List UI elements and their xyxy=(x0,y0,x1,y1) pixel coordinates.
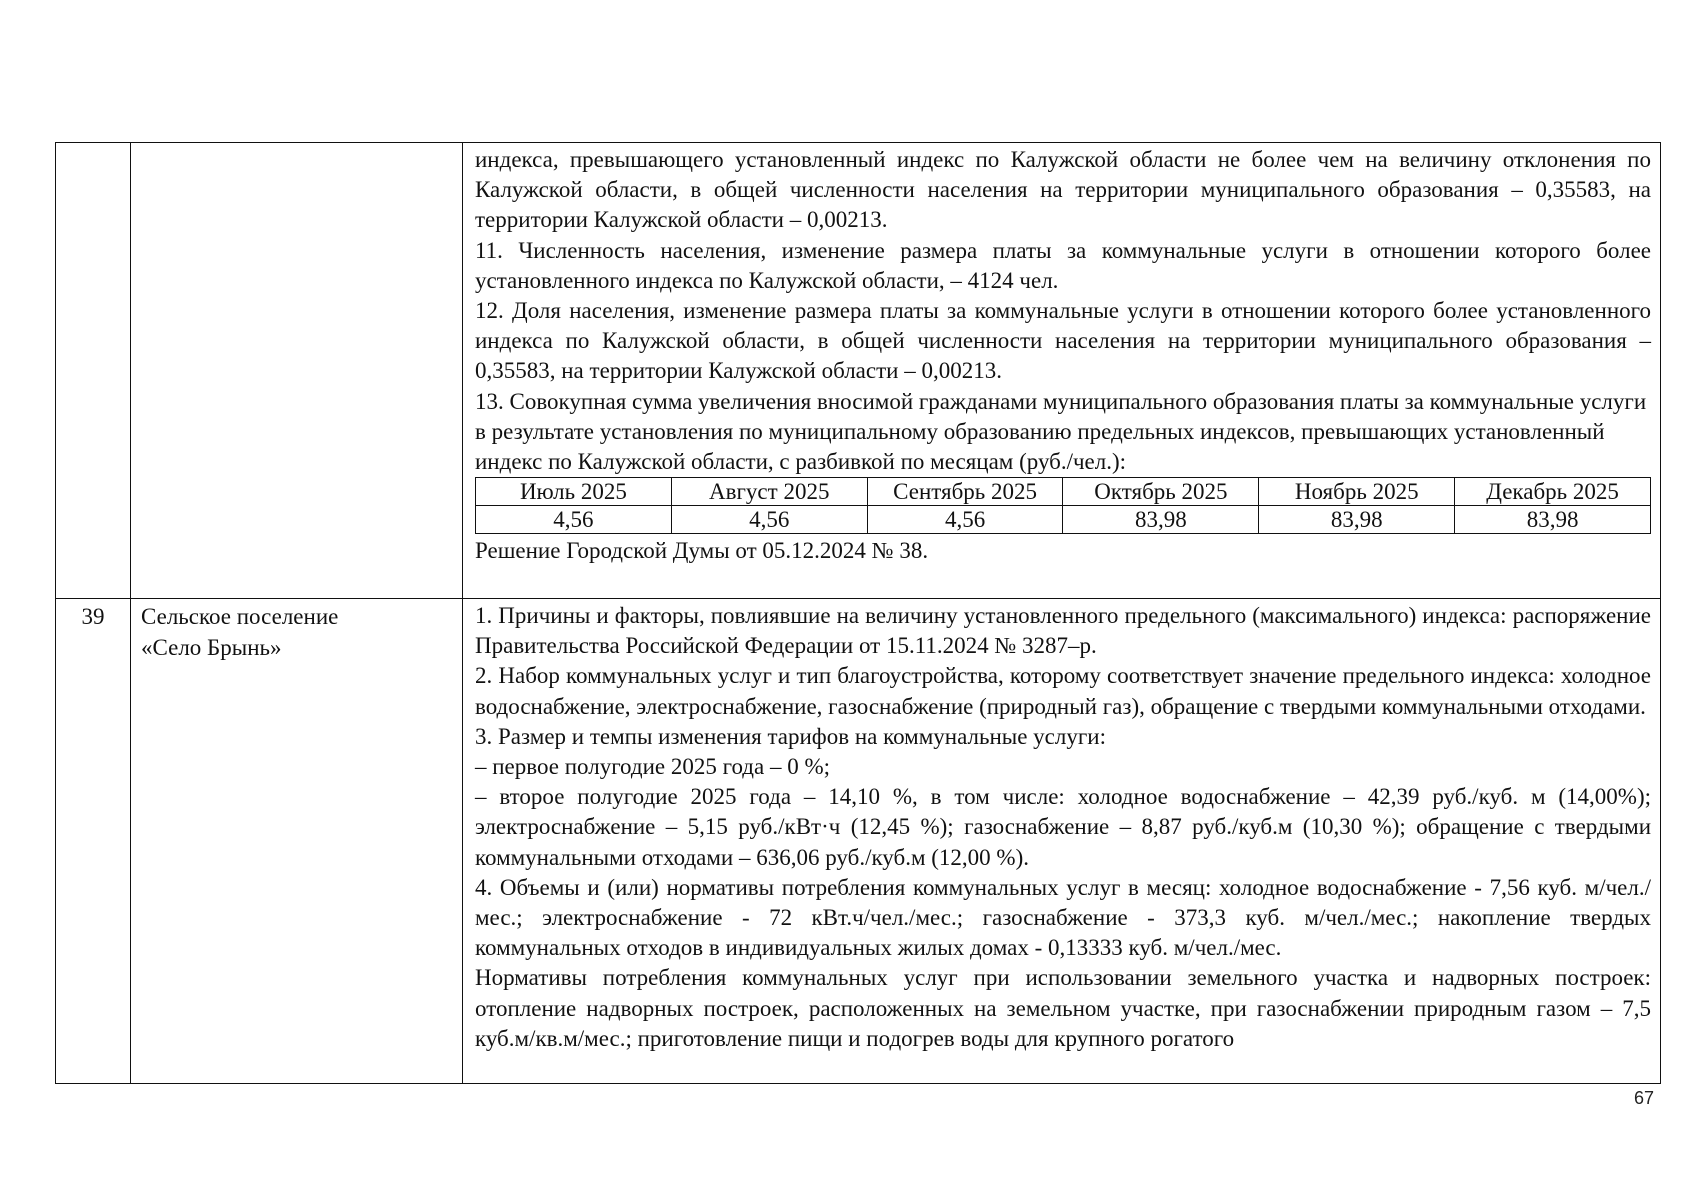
month-header: Сентябрь 2025 xyxy=(867,478,1063,506)
row-39-content xyxy=(463,599,1661,1084)
month-header: Июль 2025 xyxy=(476,478,672,506)
indices-table xyxy=(55,142,1661,1084)
paragraph-first-half: – первое полугодие 2025 года – 0 %; xyxy=(475,754,831,780)
row-number-cell-empty xyxy=(56,143,131,599)
month-value: 83,98 xyxy=(1455,506,1651,534)
paragraph-index-deviation: индекса, превышающего установленный индекс по Калужской области не более чем на величину отклонения по Калужской области, в общей численности населения на территории муниципального образования – 0,35583, на территории Калужской области – 0,00213. xyxy=(475,147,1651,233)
monthly-increase-table xyxy=(475,477,1651,534)
month-value: 4,56 xyxy=(867,506,1063,534)
month-header: Октябрь 2025 xyxy=(1063,478,1259,506)
row-number: 39 xyxy=(56,599,131,1084)
months-header-row xyxy=(476,478,1651,506)
month-header: Декабрь 2025 xyxy=(1455,478,1651,506)
settlement-name-line2: «Село Брынь» xyxy=(141,635,282,660)
row-name-cell-empty xyxy=(131,143,463,599)
paragraph-12-share: 12. Доля населения, изменение размера платы за коммунальные услуги в отношении которого более установленного индекса по Калужской области, в общей численности населения на территории муниципального образования – 0,35583, на территории Калужской области – 0,00213. xyxy=(475,298,1651,384)
paragraph-13-total-sum: 13. Совокупная сумма увеличения вносимой гражданами муниципального образования платы за коммунальные услуги в результате установления по муниципальному образованию предельных индексов, превышающих установленный индекс по Калужской области, с разбивкой по месяцам (руб./чел.): xyxy=(475,388,1647,475)
paragraph-second-half: – второе полугодие 2025 года – 14,10 %, в том числе: холодное водоснабжение – 42,39 руб./куб. м (14,00%); электроснабжение – 5,15 руб./кВт·ч (12,45 %); газоснабжение – 8,87 руб./куб.м (10,30 %); обращение с твердыми коммунальными отходами – 636,06 руб./куб.м (12,00 %). xyxy=(475,784,1651,870)
month-header: Ноябрь 2025 xyxy=(1259,478,1455,506)
paragraph-2-services: 2. Набор коммунальных услуг и тип благоустройства, которому соответствует значение предельного индекса: холодное водоснабжение, электроснабжение, газоснабжение (природный газ), обращение с твердыми коммунальными отходами. xyxy=(475,663,1651,719)
month-value: 83,98 xyxy=(1063,506,1259,534)
paragraph-3-tariffs: 3. Размер и темпы изменения тарифов на коммунальные услуги: xyxy=(475,723,1106,749)
decision-reference: Решение Городской Думы от 05.12.2024 № 38. xyxy=(475,538,929,564)
paragraph-11-population: 11. Численность населения, изменение размера платы за коммунальные услуги в отношении которого более установленного индекса по Калужской области, – 4124 чел. xyxy=(475,237,1651,293)
paragraph-4-volumes: 4. Объемы и (или) нормативы потребления коммунальных услуг в месяц: холодное водоснабжение - 7,56 куб. м/чел./мес.; электроснабжение - 72 кВт.ч/чел./мес.; газоснабжение - 373,3 куб. м/чел./мес.; накопление твердых коммунальных отходов в индивидуальных жилых домах - 0,13333 куб. м/чел./мес. xyxy=(475,874,1651,961)
page-number: 67 xyxy=(1633,1088,1654,1108)
month-value: 83,98 xyxy=(1259,506,1455,534)
table-row-39 xyxy=(56,599,1661,1084)
month-value: 4,56 xyxy=(671,506,867,534)
settlement-name-line1: Сельское поселение xyxy=(141,604,339,629)
paragraph-land-norms: Нормативы потребления коммунальных услуг при использовании земельного участка и надворных построек: отопление надворных построек, расположенных на земельном участке, при газоснабжении природным газом – 7,5 куб.м/кв.м/мес.; приготовление пищи и подогрев воды для крупного рогатого xyxy=(475,965,1651,1051)
paragraph-1-reasons: 1. Причины и факторы, повлиявшие на величину установленного предельного (максимального) индекса: распоряжение Правительства Российской Федерации от 15.11.2024 № 3287–р. xyxy=(475,603,1651,659)
row-content-cell xyxy=(463,143,1661,599)
month-value: 4,56 xyxy=(476,506,672,534)
settlement-name xyxy=(131,599,463,1084)
table-row-continued xyxy=(56,143,1661,599)
month-header: Август 2025 xyxy=(671,478,867,506)
months-values-row xyxy=(476,506,1651,534)
